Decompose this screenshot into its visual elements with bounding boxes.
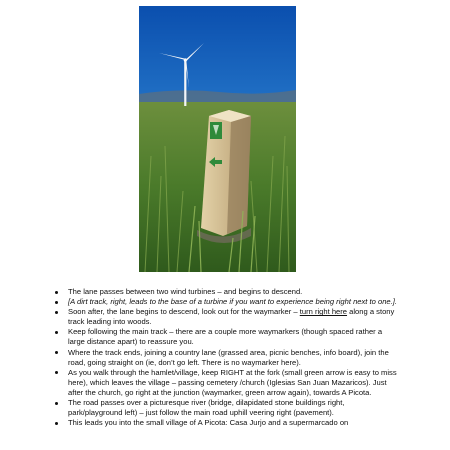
list-item: This leads you into the small village of A Picota: Casa Jurjo and a supermarcado on [54, 418, 400, 428]
list-item: Keep following the main track – there are a couple more waymarkers (though spaced rather a large distance apart) to reassure you. [54, 327, 400, 347]
waymarker-photo [139, 6, 296, 272]
list-item: [A dirt track, right, leads to the base of a turbine if you want to experience being right next to one.]. [54, 297, 400, 307]
list-item: The road passes over a picturesque river (bridge, dilapidated stone buildings right, park/playground left) – just follow the main road uphill veering right (pavement). [54, 398, 400, 418]
list-item: As you walk through the hamlet/village, keep RIGHT at the fork (small green arrow is easy to miss here), which leaves the village – passing cemetery /church (Iglesias San Juan Mazaricos). Just after the church, go right at the junction (waymarker, green arrow again), towards A Picota. [54, 368, 400, 398]
list-item: Where the track ends, joining a country lane (grassed area, picnic benches, info board), join the road, going straight on (ie, don’t go left. There is no waymarker here). [54, 348, 400, 368]
turn-right-instruction: turn right here [299, 307, 348, 317]
list-item: The lane passes between two wind turbines – and begins to descend. [54, 287, 400, 297]
directions-list [54, 287, 400, 428]
list-item: Soon after, the lane begins to descend, look out for the waymarker – turn right here along a stony track leading into woods. [54, 307, 400, 327]
